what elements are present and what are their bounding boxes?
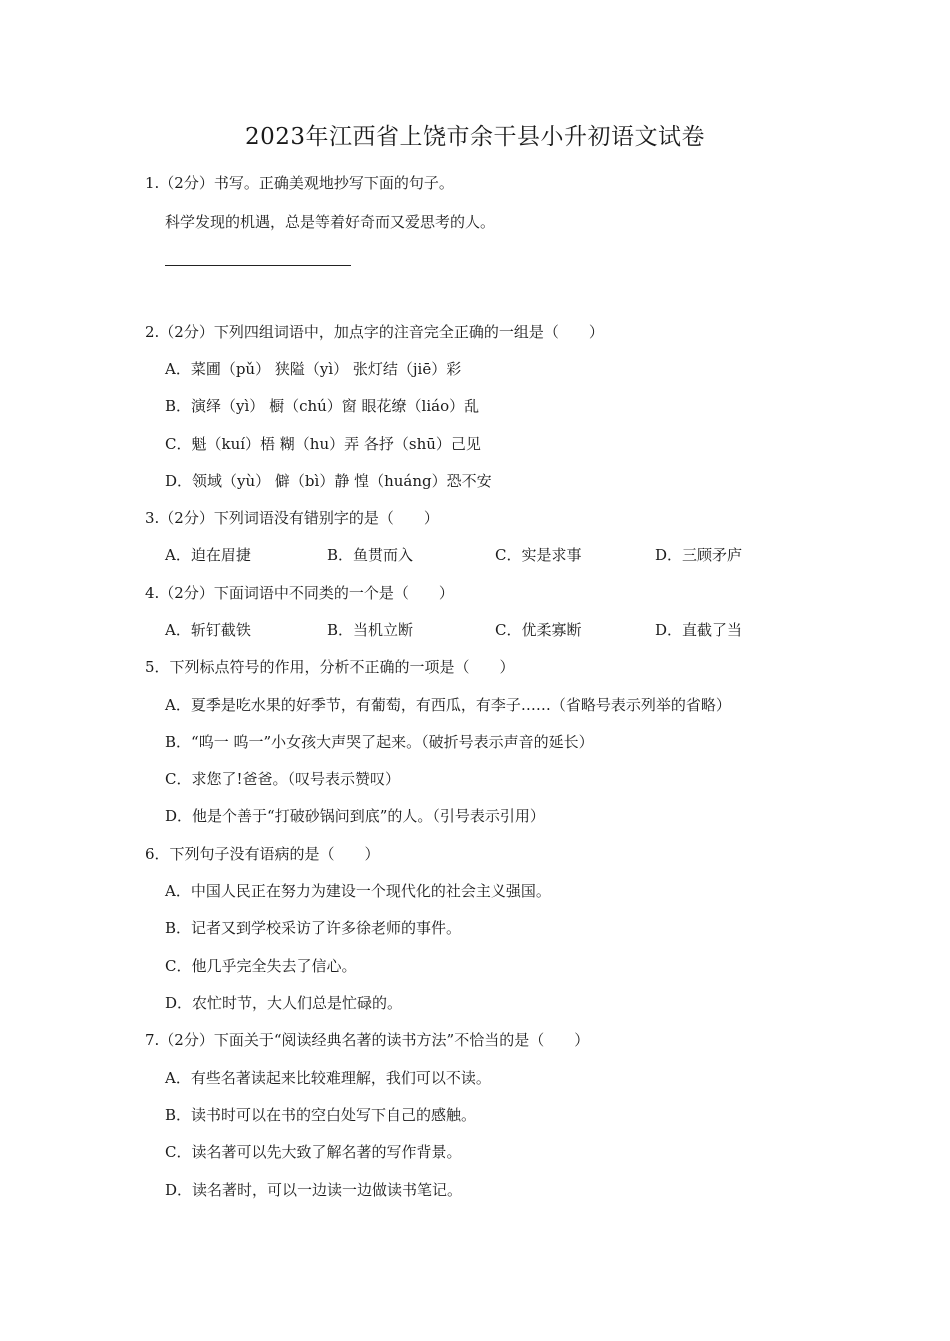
question-3-option-d[interactable]: D．三顾矛庐 xyxy=(655,546,743,564)
question-7-option-b[interactable]: B．读书时可以在书的空白处写下自己的感触。 xyxy=(165,1106,477,1124)
question-5-option-a[interactable]: A．夏季是吃水果的好季节，有葡萄，有西瓜，有李子……（省略号表示列举的省略） xyxy=(165,696,731,714)
question-5-option-c[interactable]: C．求您了!爸爸。（叹号表示赞叹） xyxy=(165,770,401,788)
question-4-option-c[interactable]: C．优柔寡断 xyxy=(495,621,582,639)
question-1-stem: 1.（2分）书写。正确美观地抄写下面的句子。 xyxy=(145,174,454,192)
question-1-sentence: 科学发现的机遇，总是等着好奇而又爱思考的人。 xyxy=(165,213,496,231)
question-6-option-a[interactable]: A．中国人民正在努力为建设一个现代化的社会主义强国。 xyxy=(165,882,551,900)
question-3-stem: 3.（2分）下列词语没有错别字的是（ ） xyxy=(145,509,439,527)
question-3-option-b[interactable]: B．鱼贯而入 xyxy=(327,546,414,564)
question-7-stem: 7.（2分）下面关于“阅读经典名著的读书方法”不恰当的是（ ） xyxy=(145,1031,590,1049)
question-3-option-a[interactable]: A．迫在眉捷 xyxy=(165,546,251,564)
question-3-option-c[interactable]: C．实是求事 xyxy=(495,546,582,564)
question-6-option-c[interactable]: C．他几乎完全失去了信心。 xyxy=(165,957,357,975)
question-2-option-b[interactable]: B．演绎（yì） 橱（chú）窗 眼花缭（liáo）乱 xyxy=(165,397,480,415)
answer-writing-line[interactable] xyxy=(165,265,351,266)
question-7-option-a[interactable]: A．有些名著读起来比较难理解，我们可以不读。 xyxy=(165,1069,491,1087)
question-4-option-d[interactable]: D．直截了当 xyxy=(655,621,743,639)
question-6-option-d[interactable]: D．农忙时节，大人们总是忙碌的。 xyxy=(165,994,403,1012)
question-4-option-a[interactable]: A．斩钉截铁 xyxy=(165,621,251,639)
question-5-stem: 5．下列标点符号的作用，分析不正确的一项是（ ） xyxy=(145,658,515,676)
question-7-option-c[interactable]: C．读名著可以先大致了解名著的写作背景。 xyxy=(165,1143,462,1161)
question-6-option-b[interactable]: B．记者又到学校采访了许多徐老师的事件。 xyxy=(165,919,462,937)
question-5-option-b[interactable]: B．“呜一 呜一”小女孩大声哭了起来。（破折号表示声音的延长） xyxy=(165,733,594,751)
question-2-option-d[interactable]: D．领域（yù） 僻（bì）静 惶（huáng）恐不安 xyxy=(165,472,492,490)
question-4-stem: 4.（2分）下面词语中不同类的一个是（ ） xyxy=(145,584,454,602)
question-5-option-d[interactable]: D．他是个善于“打破砂锅问到底”的人。（引号表示引用） xyxy=(165,807,545,825)
question-2-stem: 2.（2分）下列四组词语中，加点字的注音完全正确的一组是（ ） xyxy=(145,323,604,341)
question-4-option-b[interactable]: B．当机立断 xyxy=(327,621,414,639)
page-title: 2023年江西省上饶市余干县小升初语文试卷 xyxy=(244,124,706,150)
question-6-stem: 6．下列句子没有语病的是（ ） xyxy=(145,845,380,863)
question-7-option-d[interactable]: D．读名著时，可以一边读一边做读书笔记。 xyxy=(165,1181,463,1199)
question-2-option-c[interactable]: C．魁（kuí）梧 糊（hu）弄 各抒（shū）己见 xyxy=(165,435,481,453)
question-2-option-a[interactable]: A．菜圃（pǔ） 狭隘（yì） 张灯结（jiē）彩 xyxy=(165,360,462,378)
